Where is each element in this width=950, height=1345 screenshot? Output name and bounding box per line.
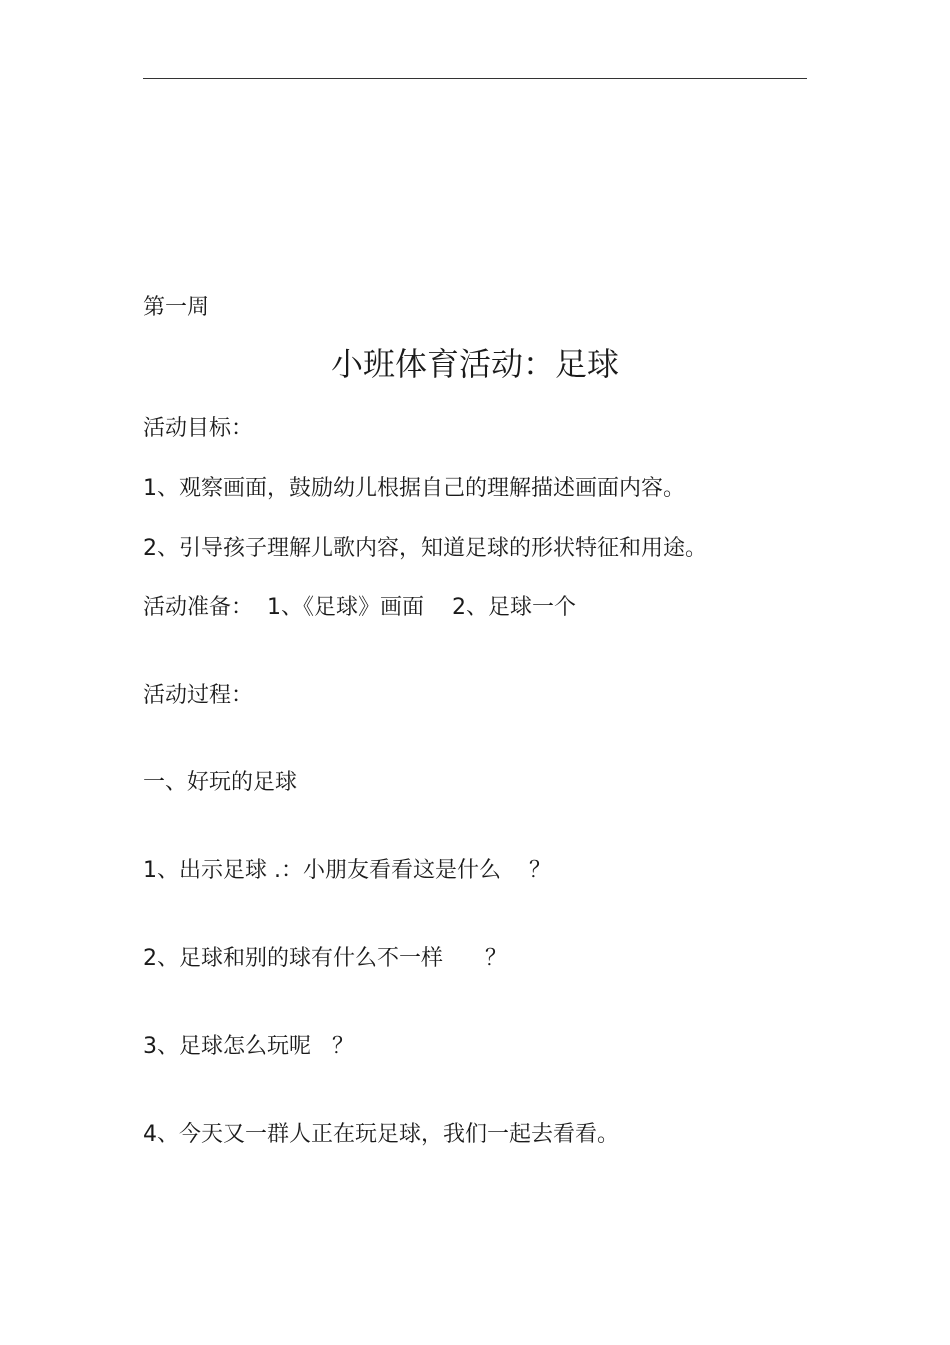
section-heading: 一、好玩的足球: [143, 770, 298, 795]
step-item-4: 4、今天又一群人正在玩足球，我们一起去看看。: [143, 1122, 619, 1147]
step-item-1: 1、出示足球 .：小朋友看看这是什么 ？: [143, 858, 551, 883]
page-title: 小班体育活动：足球: [330, 345, 619, 383]
step-item-2: 2、足球和别的球有什么不一样 ？: [143, 946, 507, 971]
process-heading: 活动过程：: [143, 683, 254, 708]
header-rule: [143, 78, 807, 79]
step-item-3: 3、足球怎么玩呢 ？: [143, 1034, 354, 1059]
week-label: 第一周: [143, 295, 210, 320]
preparation-line: 活动准备： 1、《足球》画面 2、足球一个: [143, 595, 576, 620]
goal-item-2: 2、引导孩子理解儿歌内容，知道足球的形状特征和用途。: [143, 536, 707, 561]
goal-item-1: 1、观察画面，鼓励幼儿根据自己的理解描述画面内容。: [143, 476, 685, 501]
goals-heading: 活动目标：: [143, 416, 254, 441]
